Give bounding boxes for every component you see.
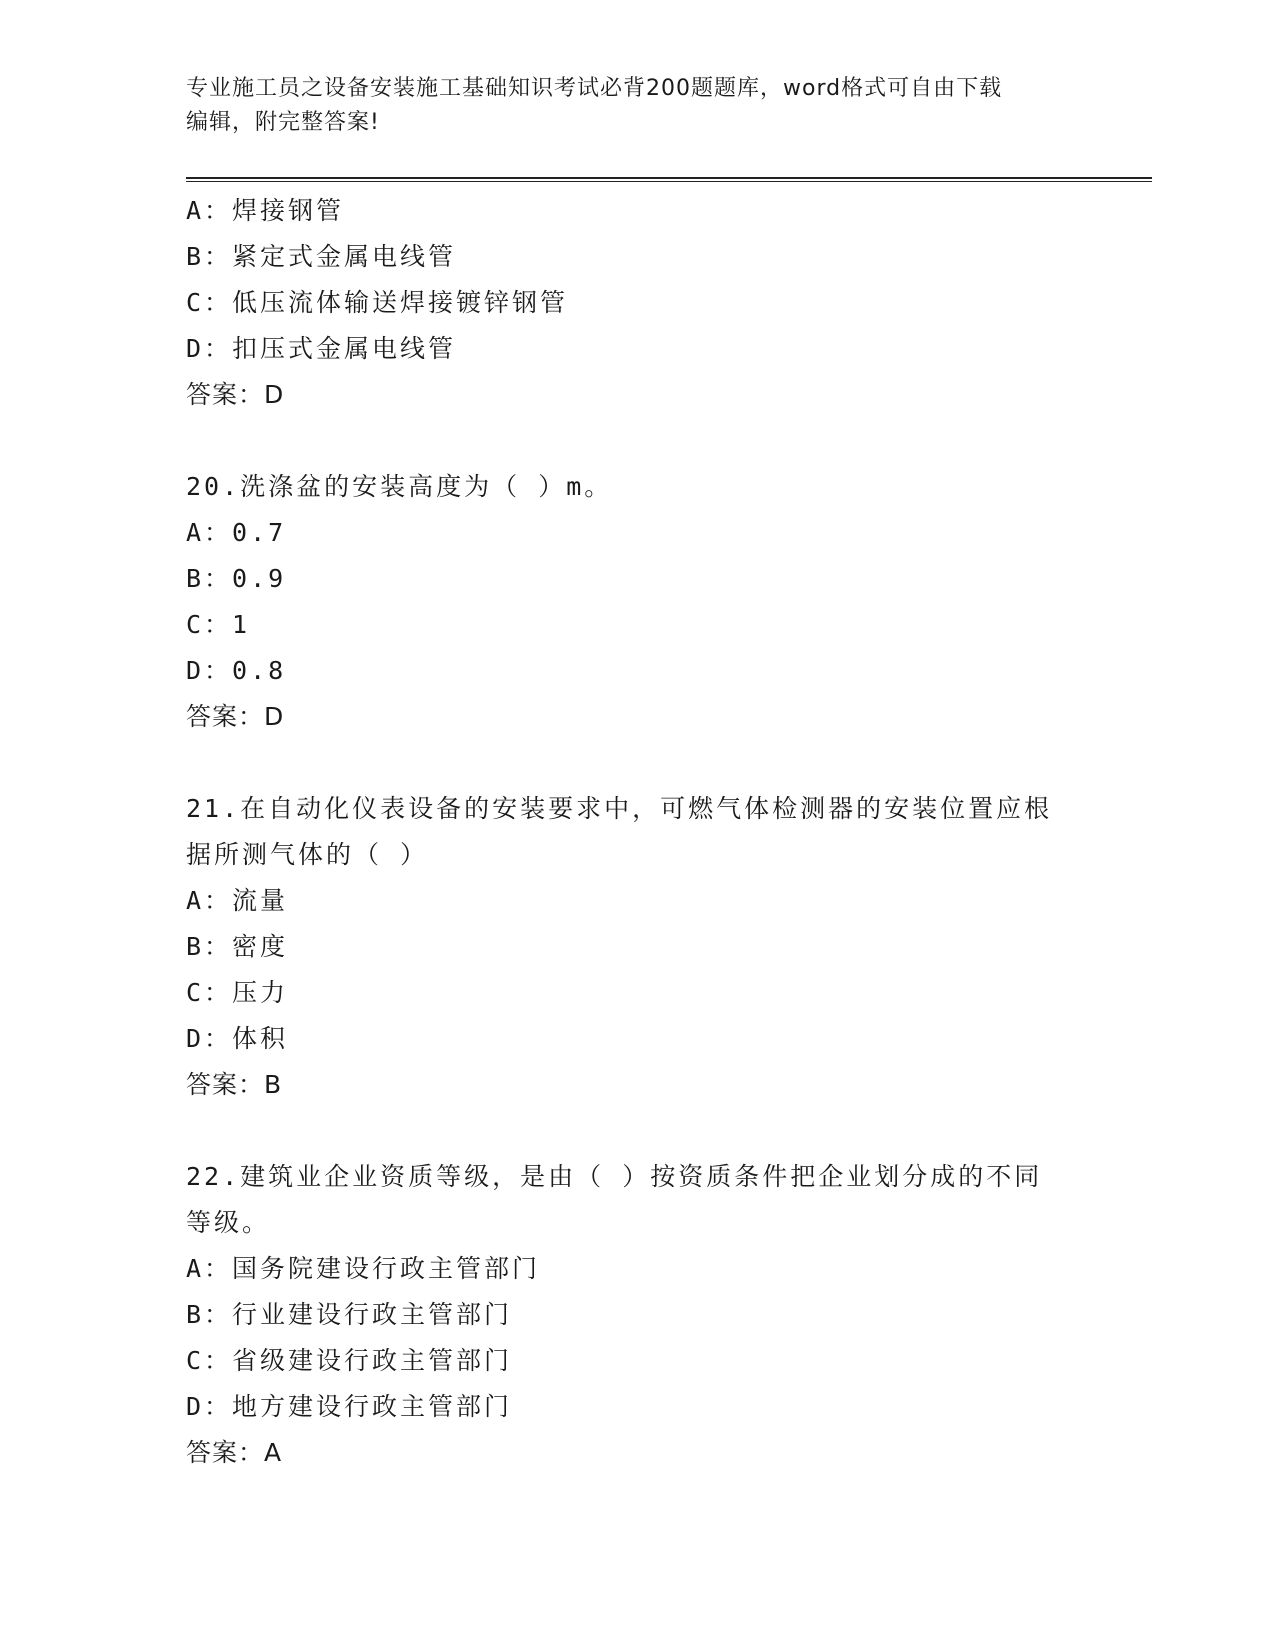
option-a: A：焊接钢管	[186, 196, 345, 225]
question-stem-line-2: 等级。	[186, 1208, 271, 1237]
question-stem-line-2: 据所测气体的（ ）	[186, 840, 429, 869]
answer-line: 答案：A	[186, 1438, 283, 1467]
option-b: B：紧定式金属电线管	[186, 242, 457, 271]
spacer	[186, 740, 1086, 786]
option-b: B：密度	[186, 932, 289, 961]
question-list	[186, 188, 1086, 1476]
answer-line: 答案：D	[186, 380, 285, 409]
header-divider	[186, 177, 1152, 182]
option-b: B：行业建设行政主管部门	[186, 1300, 513, 1329]
spacer	[186, 1108, 1086, 1154]
answer-line: 答案：B	[186, 1070, 283, 1099]
document-header	[186, 72, 1066, 140]
answer-line: 答案：D	[186, 702, 285, 731]
option-d: D：地方建设行政主管部门	[186, 1392, 513, 1421]
option-a: A：国务院建设行政主管部门	[186, 1254, 541, 1283]
question-stem-line-1: 21.在自动化仪表设备的安装要求中，可燃气体检测器的安装位置应根	[186, 794, 1053, 823]
option-d: D：体积	[186, 1024, 289, 1053]
spacer	[186, 418, 1086, 464]
option-d: D：扣压式金属电线管	[186, 334, 457, 363]
option-d: D：0.8	[186, 656, 287, 685]
header-line-2: 编辑，附完整答案!	[186, 110, 380, 135]
option-b: B：0.9	[186, 564, 287, 593]
question-stem-line-1: 22.建筑业企业资质等级，是由（ ）按资质条件把企业划分成的不同	[186, 1162, 1043, 1191]
option-a: A：0.7	[186, 518, 287, 547]
question-block-20	[186, 464, 1086, 740]
option-c: C：压力	[186, 978, 289, 1007]
header-line-1: 专业施工员之设备安装施工基础知识考试必背200题题库，word格式可自由下载	[186, 76, 1003, 101]
question-block-partial	[186, 188, 1086, 418]
option-c: C：省级建设行政主管部门	[186, 1346, 513, 1375]
option-c: C：低压流体输送焊接镀锌钢管	[186, 288, 569, 317]
question-block-21	[186, 786, 1086, 1108]
question-block-22	[186, 1154, 1086, 1476]
option-c: C：1	[186, 610, 251, 639]
question-stem: 20.洗涤盆的安装高度为（ ）m。	[186, 472, 613, 501]
option-a: A：流量	[186, 886, 289, 915]
